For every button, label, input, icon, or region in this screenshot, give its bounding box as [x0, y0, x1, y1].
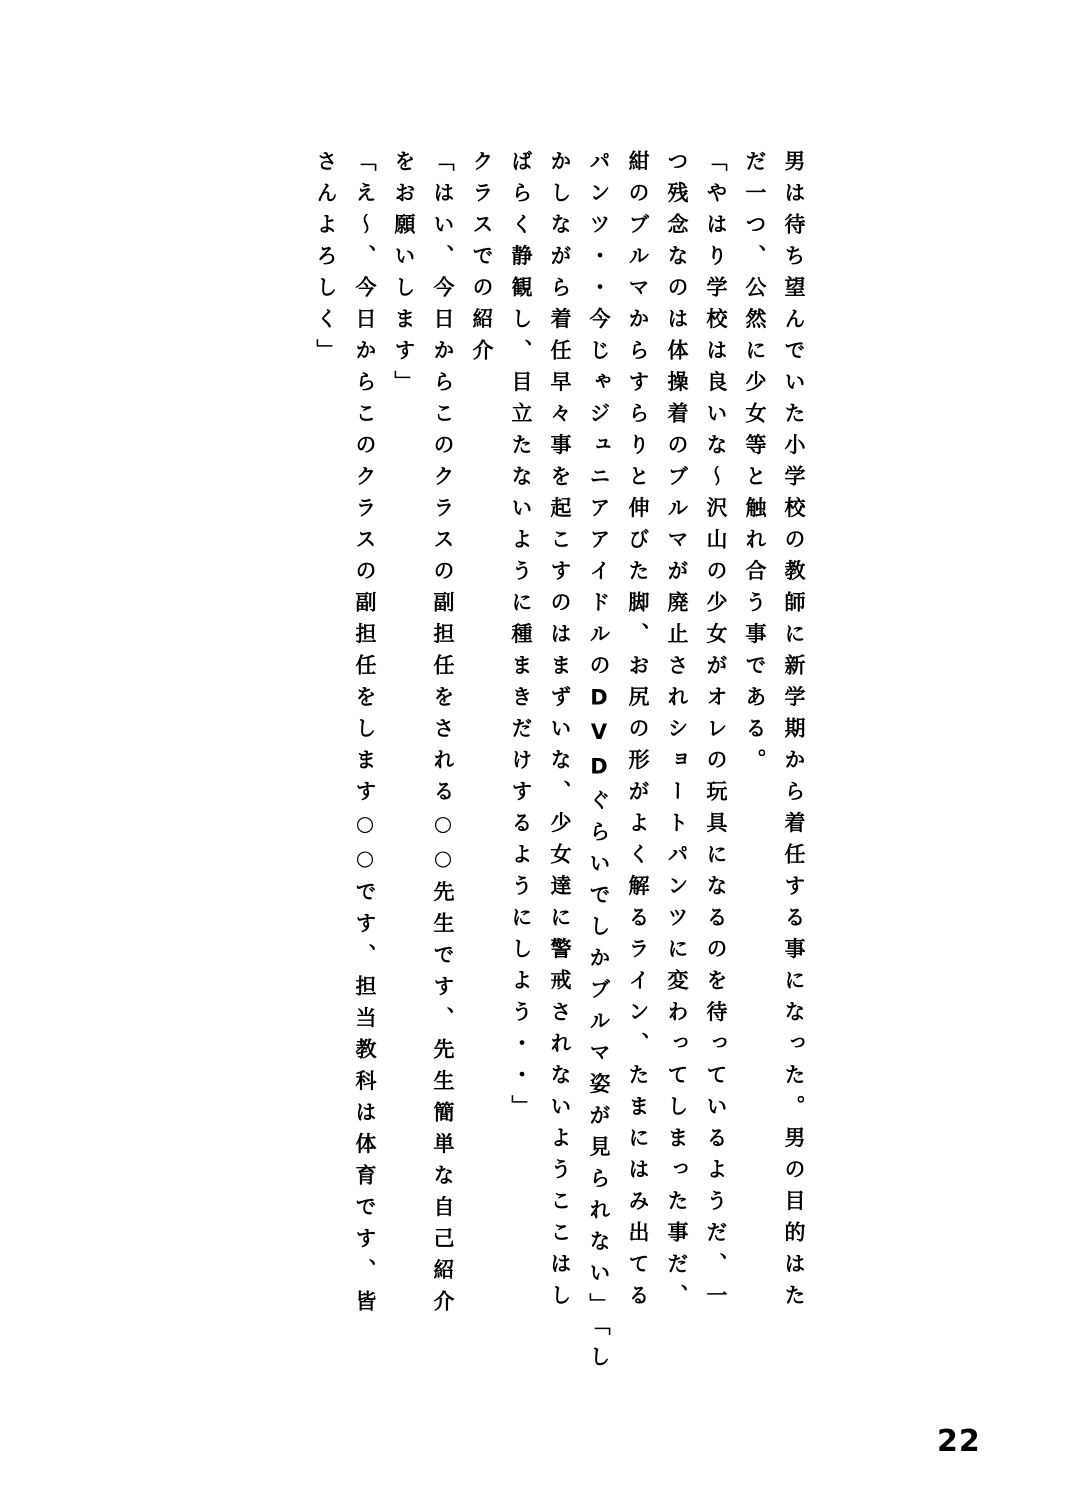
text-column: だ一つ、公然に少女等と触れ合う事である。: [743, 150, 767, 780]
text-column: 「やはり学校は良いな～沢山の少女がオレの玩具になるのを待っているようだ、一: [704, 150, 728, 1316]
text-column: をお願いします」: [392, 150, 416, 402]
text-column: クラスでの紹介: [470, 150, 494, 371]
vertical-text-block: [248, 150, 808, 1377]
text-column: パンツ・・今じゃジュニアアイドルのDVDぐらいでしかブルマ姿が見られない」「し: [587, 150, 611, 1377]
text-column: さんよろしく」: [314, 150, 338, 371]
text-column: つ残念なのは体操着のブルマが廃止されショートパンツに変わってしまった事だ、: [665, 150, 689, 1316]
page-number: 22: [937, 1424, 981, 1459]
text-column: 「え～、今日からこのクラスの副担任をします○○です、担当教科は体育です、皆: [353, 150, 377, 1322]
text-column: ばらく静観し、目立たないように種まきだけするようにしよう・・」: [509, 150, 533, 1127]
text-column: 紺のブルマからすらりと伸びた脚、お尻の形がよく解るライン、たまにはみ出てる: [626, 150, 650, 1316]
text-column: かしながら着任早々事を起こすのはまずいな、少女達に警戒されないようここはし: [548, 150, 572, 1316]
text-column: 「はい、今日からこのクラスの副担任をされる○○先生です、先生簡単な自己紹介: [431, 150, 455, 1322]
text-column: 男は待ち望んでいた小学校の教師に新学期から着任する事になった。男の目的はた: [782, 150, 806, 1316]
